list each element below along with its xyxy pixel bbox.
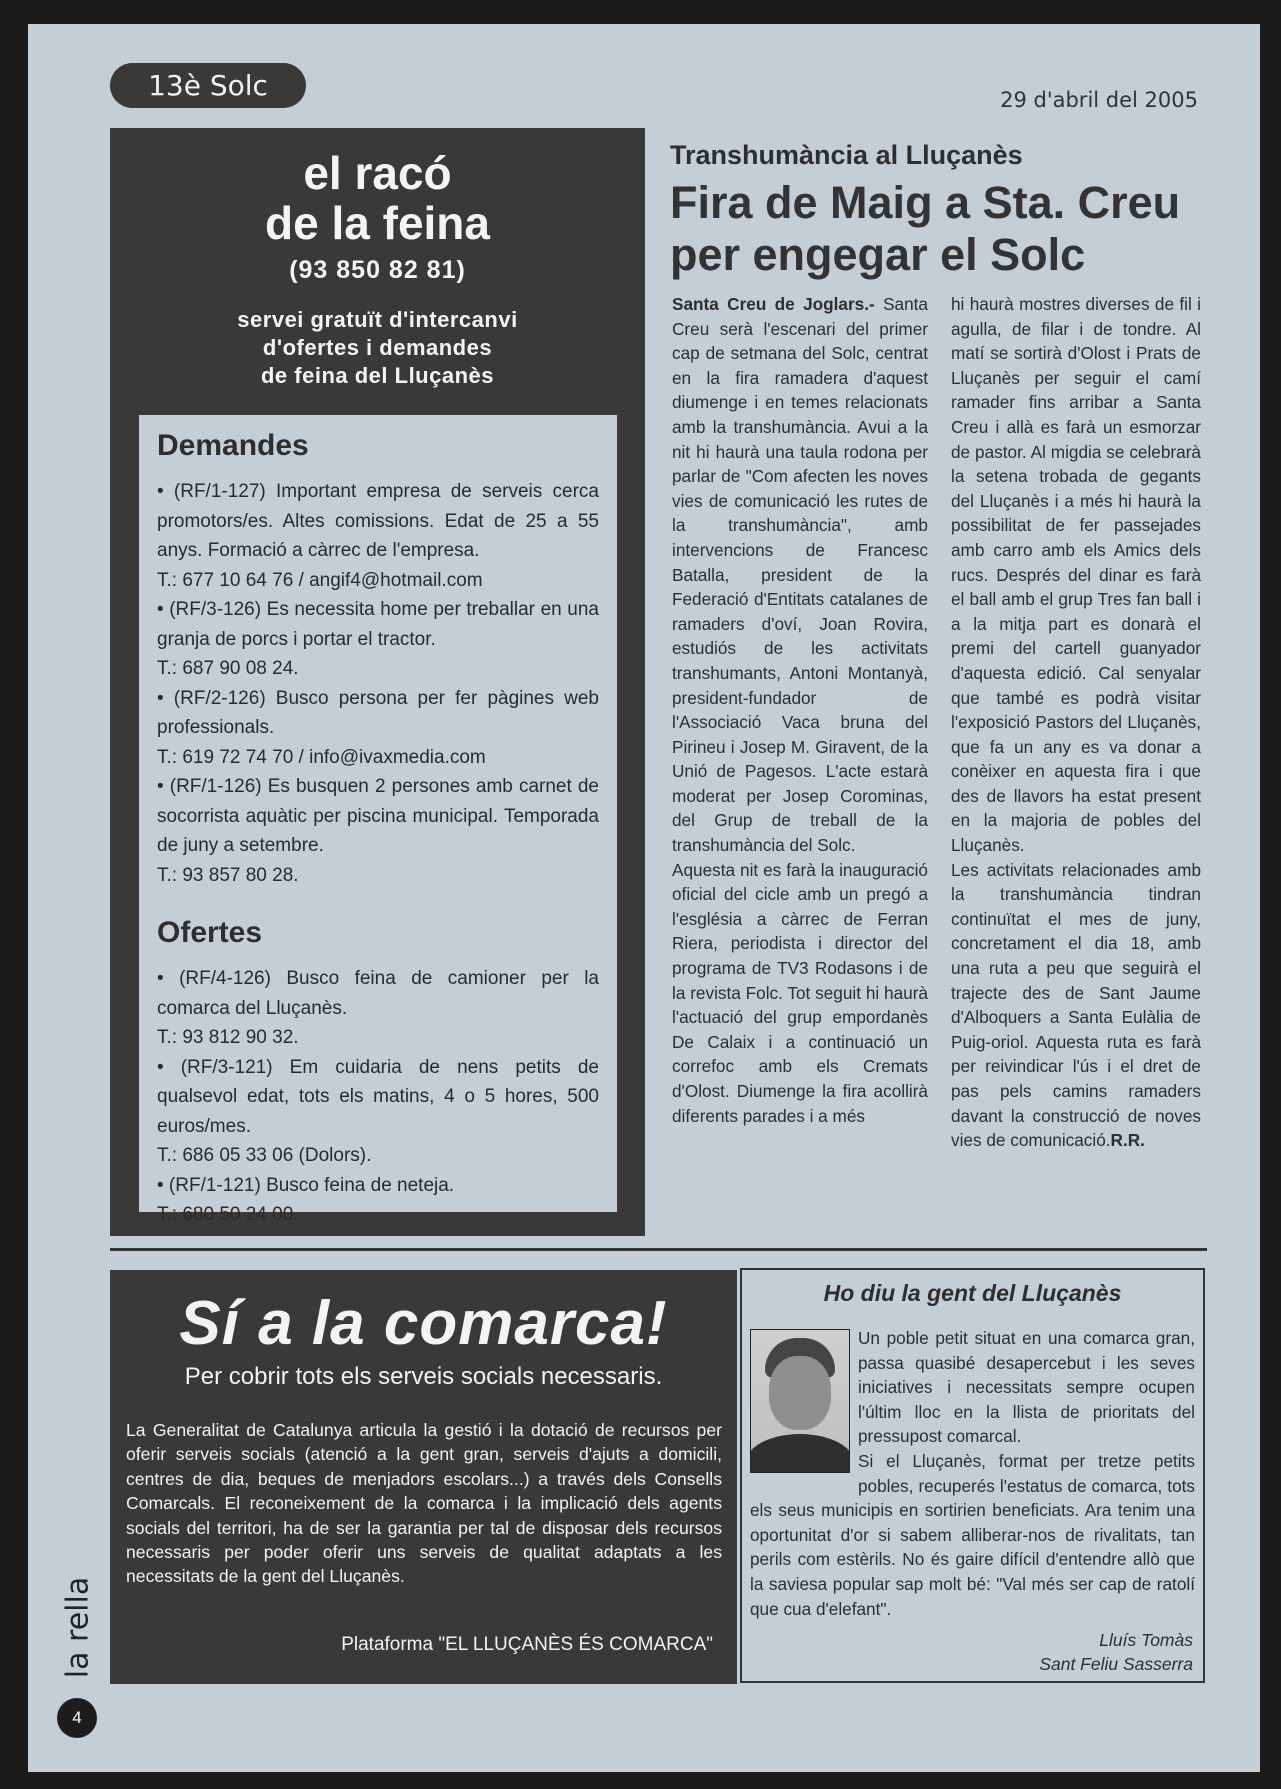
publication-name xyxy=(48,1560,108,1690)
demand-item: • (RF/2-126) Busco persona per fer pàgines web professionals. xyxy=(157,687,599,738)
jobs-box xyxy=(110,128,645,1236)
ad-subtitle: Per cobrir tots els serveis socials necessaris. xyxy=(184,1363,663,1390)
photo-face xyxy=(769,1356,831,1430)
publication-label: la rella xyxy=(60,1576,96,1679)
jobs-subtitle-line3: de feina del Lluçanès xyxy=(260,363,494,388)
ad-slogan: Sí a la comarca! xyxy=(179,1289,668,1358)
article-text: Santa Creu serà l'escenari del primer cap de setmana del Solc, centrat en la fira ramadera d'aquest diumenge i en temes relacionats amb la transhumància. Avui a la nit hi haurà una taula rodona per parlar de "Com afecten les noves vies de comunicació les rutes de la transhumància", amb intervencions de Francesc Batalla, president de la Federació d'Entitats catalanes de ramaders d'oví, Joan Rovira, estudiós de les activitats transhumants, Antoni Montanyà, president-fundador de l'Associació Vaca bruna del Pirineu i Josep M. Giravent, de la Unió de Pagesos. L'acte estarà moderat per Josep Corominas, del Grup de treball de la transhumància del Solc. xyxy=(672,294,928,856)
offer-item: • (RF/3-121) Em cuidaria de nens petits de qualsevol edat, tots els matins, 4 o 5 hores, 500 euros/mes. xyxy=(157,1056,599,1137)
article-dateline: Santa Creu de Joglars.- xyxy=(672,294,875,314)
demand-item: • (RF/1-127) Important empresa de serveis cerca promotors/es. Altes comissions. Edat de 25 a 55 anys. Formació a càrrec de l'empresa. xyxy=(157,481,599,561)
demand-contact: T.: 687 90 08 24. xyxy=(157,658,299,679)
article-signature: R.R. xyxy=(1110,1130,1145,1151)
jobs-listings-panel xyxy=(139,415,617,1225)
headline-line2: per engegar el Solc xyxy=(670,229,1086,280)
demand-contact: T.: 677 10 64 76 / angif4@hotmail.com xyxy=(157,569,483,591)
offer-contact: T.: 680 50 24 00. xyxy=(157,1204,299,1225)
section-label: 13è Solc xyxy=(110,63,306,108)
demand-item: • (RF/3-126) Es necessita home per treballar en una granja de porcs i portar el tractor. xyxy=(157,599,599,650)
offers-heading: Ofertes xyxy=(157,916,263,949)
demands-heading: Demandes xyxy=(157,429,309,462)
demand-contact: T.: 93 857 80 28. xyxy=(157,864,299,886)
jobs-title-line1: el racó xyxy=(303,147,452,199)
opinion-title: Ho diu la gent del Lluçanès xyxy=(823,1280,1122,1306)
offer-item: • (RF/1-121) Busco feina de neteja. xyxy=(157,1174,455,1196)
issue-date: 29 d'abril del 2005 xyxy=(1000,88,1198,112)
offer-contact: T.: 686 05 33 06 (Dolors). xyxy=(157,1145,372,1166)
author-name: Lluís Tomàs xyxy=(1099,1630,1193,1650)
opinion-author xyxy=(1039,1628,1193,1676)
article-headline xyxy=(670,177,1230,281)
opinion-text-1: Un poble petit situat en una comarca gran, passa quasibé desapercebut i les seves iniciatives i necessitats sempre ocupen l'últim lloc en la llista de prioritats del pressupost comarcal. xyxy=(858,1328,1195,1447)
offer-item: • (RF/4-126) Busco feina de camioner per la comarca del Lluçanès. xyxy=(157,968,599,1019)
opinion-box xyxy=(740,1268,1205,1683)
jobs-listings xyxy=(157,427,599,1230)
opinion-paragraph-1 xyxy=(750,1326,1195,1449)
jobs-subtitle-line1: servei gratuït d'intercanvi xyxy=(237,307,518,332)
article-text: hi haurà mostres diverses de fil i agulla, de filar i de tondre. Al matí se sortirà d'Olost i Prats de Lluçanès per seguir el camí ramader fins arribar a Santa Creu i allà es farà un esmorzar de pastor. Al migdia se celebrarà la setena trobada de gegants del Lluçanès i a més hi haurà la possibilitat de fer passejades amb carro amb els Amics dels rucs. Després del dinar es farà el ball amb el grup Tres fan ball i a la mitja part es donarà el premi del cartell guanyador d'aquesta edició. Cal senyalar que també es podrà visitar l'exposició Pastors del Lluçanès, que fa un any es va donar a conèixer en aquesta fira i que des de llavors ha estat present en la majoria de pobles del Lluçanès. xyxy=(951,294,1201,856)
page-number: 4 xyxy=(57,1698,97,1738)
opinion-paragraph-2: Si el Lluçanès, format per tretze petits pobles, recuperés l'estatus de comarca, tots els seus municipis en sortirien beneficiats. Ara tenim una oportunitat d'or si sabem alliberar-nos de rivalitats, tan perils com estèrils. No és gaire difícil d'entendre allò que la saviesa popular sap molt bé: "Val més ser cap de ratolí que cua d'elefant". xyxy=(750,1450,1195,1619)
photo-shoulders xyxy=(750,1434,850,1473)
article-text: Les activitats relacionades amb la transhumància tindran continuïtat el mes de juny, concretament el dia 18, amb una ruta a peu que seguirà el trajecte des de Sant Jaume d'Alboquers a Santa Eulàlia de Puig-oriol. Aquesta ruta es farà per reivindicar l'ús i el dret de pas pels camins ramaders davant la construcció de noves vies de comunicació. xyxy=(951,859,1201,1151)
article-column-1 xyxy=(672,292,928,1128)
jobs-subtitle xyxy=(110,306,645,390)
offer-contact: T.: 93 812 90 32. xyxy=(157,1027,299,1048)
headline-line1: Fira de Maig a Sta. Creu xyxy=(670,177,1181,228)
demand-contact: T.: 619 72 74 70 / info@ivaxmedia.com xyxy=(157,746,486,768)
section-divider xyxy=(110,1248,1207,1251)
jobs-box-title xyxy=(110,148,645,248)
article-kicker: Transhumància al Lluçanès xyxy=(670,140,1023,170)
comarca-ad-box xyxy=(110,1270,737,1684)
jobs-phone: (93 850 82 81) xyxy=(289,256,466,284)
opinion-body xyxy=(750,1326,1195,1621)
ad-body: La Generalitat de Catalunya articula la gestió i la dotació de recursos per oferir serveis socials (atenció a la gent gran, serveis d'ajuts a domicili, centres de dia, beques de menjadors escolars...) a través dels Consells Comarcals. El reconeixement de la comarca i la implicació dels agents socials del territori, ha de ser la garantia per tal de disposar dels recursos necessaris per poder oferir uns serveis de qualitat adaptats a les necessitats de la gent del Lluçanès. xyxy=(126,1420,722,1587)
jobs-subtitle-line2: d'ofertes i demandes xyxy=(262,335,493,360)
demand-item: • (RF/1-126) Es busquen 2 persones amb carnet de socorrista aquàtic per piscina municipal. Temporada de juny a setembre. xyxy=(157,776,599,856)
article-column-2 xyxy=(951,292,1201,1153)
article-text: Aquesta nit es farà la inauguració oficial del cicle amb un pregó a l'església a càrrec de Ferran Riera, periodista i director del programa de TV3 Rodasons i de la revista Folc. Tot seguit hi haurà l'actuació del grup empordanès De Calaix i a continuació un correfoc amb els Cremats d'Olost. Diumenge la fira acollirà diferents parades i a més xyxy=(672,859,928,1126)
author-place: Sant Feliu Sasserra xyxy=(1039,1654,1193,1674)
ad-signature: Plataforma "EL LLUÇANÈS ÉS COMARCA" xyxy=(341,1634,713,1655)
author-photo xyxy=(750,1329,850,1473)
jobs-title-line2: de la feina xyxy=(265,197,490,249)
